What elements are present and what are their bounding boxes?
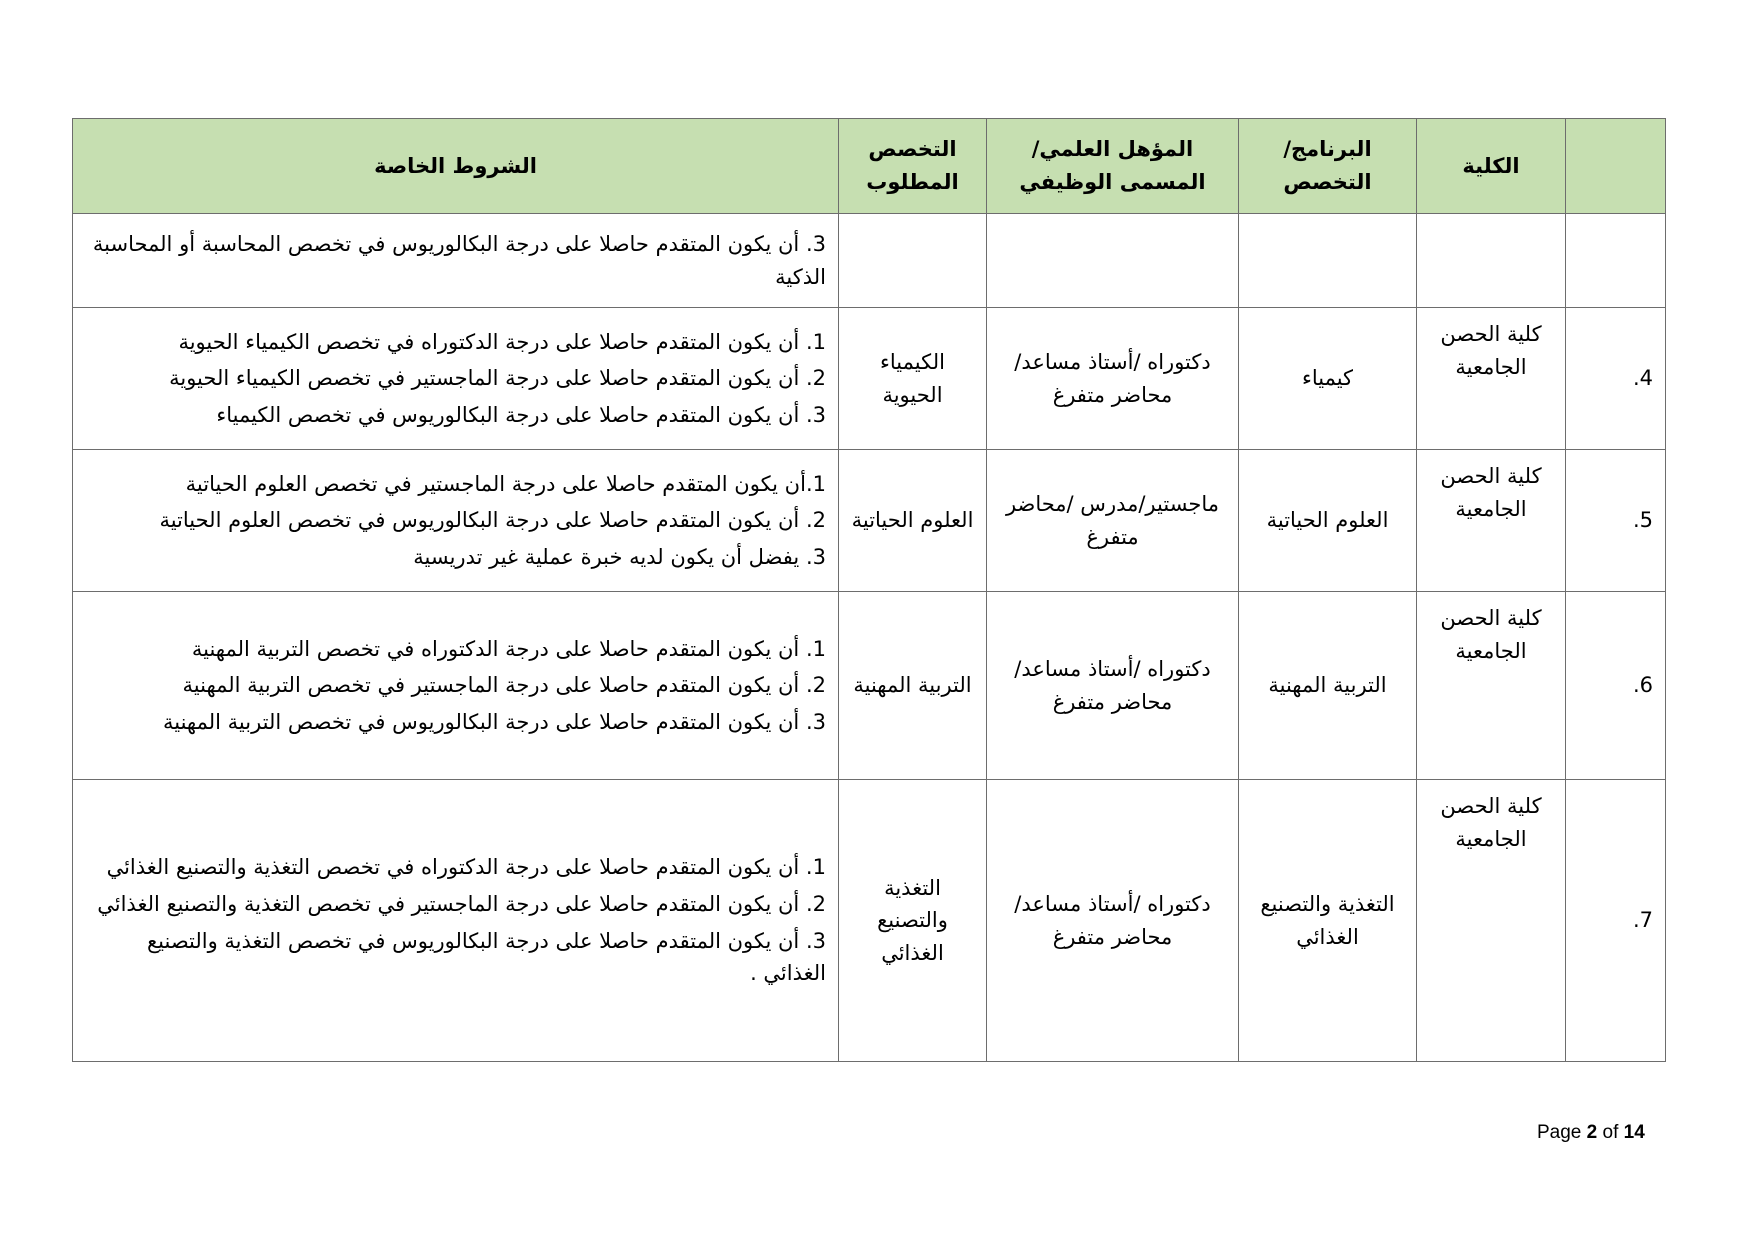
condition-item: 3. أن يكون المتقدم حاصلا على درجة البكالوريوس في تخصص المحاسبة أو المحاسبة الذكية [92, 231, 826, 289]
page-footer [1537, 1122, 1645, 1144]
row-specialization: الكيمياء الحيوية [839, 308, 987, 450]
row-qualification: دكتوراه /أستاذ مساعد/محاضر متفرغ [987, 308, 1239, 450]
condition-item: 1. أن يكون المتقدم حاصلا على درجة الدكتوراه في تخصص الكيمياء الحيوية [178, 329, 826, 354]
requirements-table [72, 118, 1666, 1062]
header-specialization: التخصص المطلوب [839, 119, 987, 214]
row-specialization: التغذية والتصنيع الغذائي [839, 780, 987, 1062]
condition-item: 2. أن يكون المتقدم حاصلا على درجة الماجستير في تخصص التغذية والتصنيع الغذائي [97, 891, 826, 916]
row-conditions [73, 214, 839, 308]
condition-item: 3. أن يكون المتقدم حاصلا على درجة البكالوريوس في تخصص التربية المهنية [162, 709, 826, 734]
page-label: Page [1537, 1122, 1582, 1143]
condition-item: 3. يفضل أن يكون لديه خبرة عملية غير تدريسية [413, 544, 826, 569]
row-college: كلية الحصن الجامعية [1417, 592, 1566, 780]
row-college [1417, 214, 1566, 308]
row-college: كلية الحصن الجامعية [1417, 308, 1566, 450]
condition-item: 1. أن يكون المتقدم حاصلا على درجة الدكتوراه في تخصص التغذية والتصنيع الغذائي [106, 855, 826, 880]
table-header-row [73, 119, 1666, 214]
header-college: الكلية [1417, 119, 1566, 214]
condition-item: 1.أن يكون المتقدم حاصلا على درجة الماجستير في تخصص العلوم الحياتية [185, 471, 826, 496]
page-current: 2 [1586, 1122, 1598, 1143]
condition-item: 2. أن يكون المتقدم حاصلا على درجة البكالوريوس في تخصص العلوم الحياتية [159, 508, 826, 533]
condition-item: 2. أن يكون المتقدم حاصلا على درجة الماجستير في تخصص الكيمياء الحيوية [169, 366, 826, 391]
row-program: التربية المهنية [1239, 592, 1417, 780]
table-body [73, 214, 1666, 1062]
row-conditions [73, 780, 839, 1062]
row-qualification [987, 214, 1239, 308]
header-qualification: المؤهل العلمي/المسمى الوظيفي [987, 119, 1239, 214]
table-row [73, 214, 1666, 308]
table-row [73, 308, 1666, 450]
condition-item: 1. أن يكون المتقدم حاصلا على درجة الدكتوراه في تخصص التربية المهنية [191, 636, 826, 661]
row-specialization: التربية المهنية [839, 592, 987, 780]
row-number: 7. [1566, 780, 1666, 1062]
row-number [1566, 214, 1666, 308]
header-program: البرنامج/ التخصص [1239, 119, 1417, 214]
row-specialization [839, 214, 987, 308]
row-program: التغذية والتصنيع الغذائي [1239, 780, 1417, 1062]
row-qualification: ماجستير/مدرس /محاضر متفرغ [987, 450, 1239, 592]
row-qualification: دكتوراه /أستاذ مساعد/محاضر متفرغ [987, 592, 1239, 780]
header-conditions: الشروط الخاصة [73, 119, 839, 214]
table-row [73, 592, 1666, 780]
header-number [1566, 119, 1666, 214]
row-qualification: دكتوراه /أستاذ مساعد/محاضر متفرغ [987, 780, 1239, 1062]
table-row [73, 450, 1666, 592]
row-program: كيمياء [1239, 308, 1417, 450]
condition-item: 3. أن يكون المتقدم حاصلا على درجة البكالوريوس في تخصص التغذية والتصنيع الغذائي . [146, 928, 826, 986]
row-specialization: العلوم الحياتية [839, 450, 987, 592]
row-conditions [73, 592, 839, 780]
page-of-label: of [1602, 1122, 1619, 1143]
row-program: العلوم الحياتية [1239, 450, 1417, 592]
row-program [1239, 214, 1417, 308]
row-conditions [73, 450, 839, 592]
table-row [73, 780, 1666, 1062]
row-number: 4. [1566, 308, 1666, 450]
row-number: 5. [1566, 450, 1666, 592]
row-college: كلية الحصن الجامعية [1417, 780, 1566, 1062]
row-conditions [73, 308, 839, 450]
page-total: 14 [1623, 1122, 1645, 1143]
condition-item: 2. أن يكون المتقدم حاصلا على درجة الماجستير في تخصص التربية المهنية [182, 673, 826, 698]
condition-item: 3. أن يكون المتقدم حاصلا على درجة البكالوريوس في تخصص الكيمياء [216, 402, 826, 427]
row-college: كلية الحصن الجامعية [1417, 450, 1566, 592]
row-number: 6. [1566, 592, 1666, 780]
